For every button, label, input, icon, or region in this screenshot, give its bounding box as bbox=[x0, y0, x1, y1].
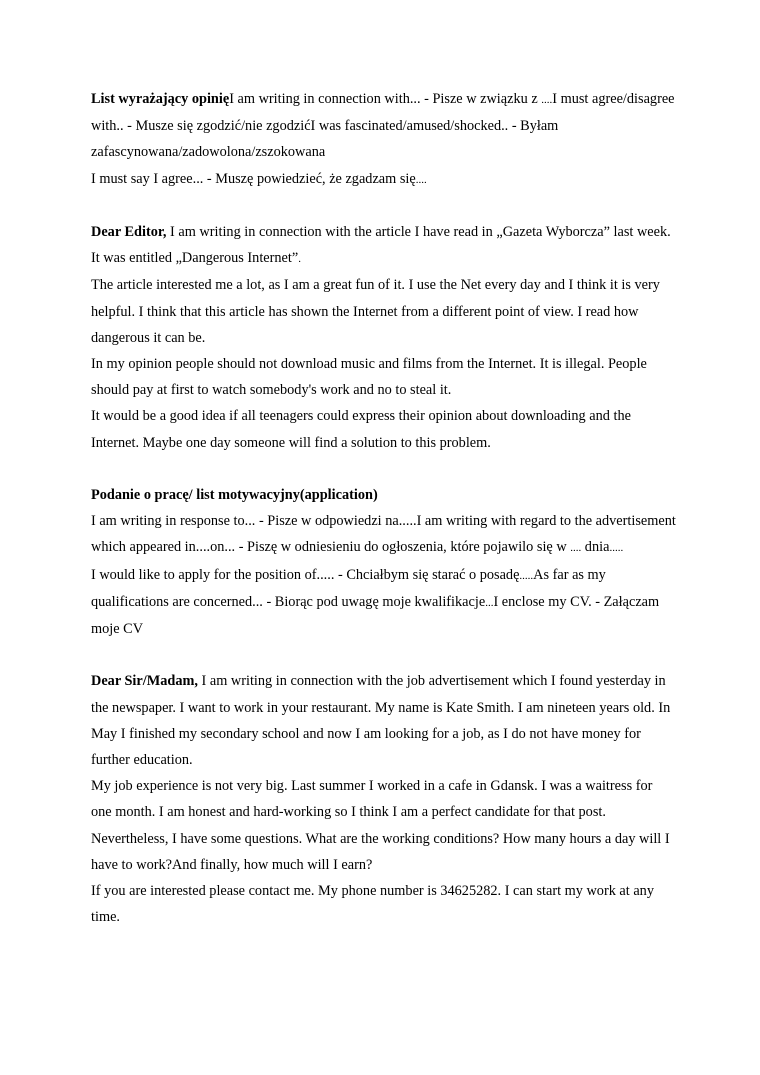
spacer bbox=[91, 642, 676, 668]
application-heading-line bbox=[91, 482, 676, 508]
opinion-phrases bbox=[91, 86, 676, 166]
opinion-letter-p1 bbox=[91, 219, 676, 272]
spacer bbox=[91, 193, 676, 219]
application-phrases-2-dots: ..... bbox=[519, 569, 534, 582]
opinion-phrase-agree bbox=[91, 166, 676, 193]
application-phrases-1-dots2: ..... bbox=[609, 542, 624, 555]
application-phrases-1-dots: .... bbox=[570, 542, 582, 555]
opinion-phrase-agree-dots: .... bbox=[415, 173, 427, 186]
opinion-phrase-agree-text: I must say I agree... - Muszę powiedzieć, że zgadzam się bbox=[91, 170, 416, 187]
application-letter-p1 bbox=[91, 668, 676, 773]
application-letter-p3: Nevertheless, I have some questions. What are the working conditions? How many hours a day will I have to work?And finally, how much will I earn? bbox=[91, 830, 670, 873]
opinion-letter-p1-dot: . bbox=[298, 253, 301, 266]
application-letter-p4: If you are interested please contact me. My phone number is 34625282. I can start my work at any time. bbox=[91, 883, 654, 926]
opinion-heading: List wyrażający opinię bbox=[91, 91, 230, 107]
application-heading: Podanie o pracę/ list motywacyjny(application) bbox=[91, 487, 378, 504]
application-phrases-1-text: I am writing in response to... - Pisze w odpowiedzi na.....I am writing with regard to the advertisement which appeared in....on... - Piszę w odniesieniu do ogłoszenia, które pojawilo się w bbox=[91, 513, 676, 556]
application-letter-p1-text: I am writing in connection with the job advertisement which I found yesterday in the newspaper. I want to work in your restaurant. My name is Kate Smith. I am nineteen years old. In May I finished my secondary school and now I am looking for a job, as I do not have money for further education. bbox=[91, 673, 671, 769]
application-phrases-2 bbox=[91, 562, 676, 643]
application-phrases-2-text: I would like to apply for the position of..... - Chciałbym się starać o posadę bbox=[91, 566, 520, 583]
opinion-letter-p1-text: I am writing in connection with the article I have read in „Gazeta Wyborcza” last week. It was entitled „Dangerous Internet” bbox=[91, 224, 671, 267]
application-letter-p2: My job experience is not very big. Last summer I worked in a cafe in Gdansk. I was a waitress for one month. I am honest and hard-working so I think I am a perfect candidate for that post. bbox=[91, 778, 653, 821]
application-phrases-2-qualifications: As far as my qualifications are concerned... - Biorąc pod uwagę moje kwalifikacje bbox=[91, 566, 606, 610]
opinion-letter-p4: It would be a good idea if all teenagers could express their opinion about downloading and the Internet. Maybe one day someone will find a solution to this problem. bbox=[91, 408, 631, 451]
spacer bbox=[91, 456, 676, 482]
application-letter-salutation: Dear Sir/Madam, bbox=[91, 673, 198, 690]
opinion-letter-p2: The article interested me a lot, as I am a great fun of it. I use the Net every day and I think it is very helpful. I think that this article has shown the Internet from a different point of view. I read how dangerous it can be. bbox=[91, 277, 660, 346]
opinion-intro-rest: I must agree/disagree with.. - Musze się zgodzić/nie zgodzićI was fascinated/amused/shocked.. - Byłam zafascynowana/zadowolona/zszokowana bbox=[91, 91, 675, 161]
application-phrases-1-day: dnia bbox=[581, 539, 610, 556]
application-phrases-1 bbox=[91, 508, 676, 561]
application-phrases-2-dots2: ... bbox=[485, 596, 494, 609]
document-page bbox=[91, 86, 676, 930]
opinion-intro-dots: .... bbox=[541, 94, 553, 106]
opinion-intro: I am writing in connection with... - Pisze w związku z bbox=[229, 91, 542, 107]
opinion-letter-salutation: Dear Editor, bbox=[91, 224, 167, 240]
opinion-letter-p3: In my opinion people should not download music and films from the Internet. It is illegal. People should pay at first to watch somebody's work and no to steal it. bbox=[91, 356, 647, 399]
application-phrases-2-cv: I enclose my CV. - Załączam moje CV bbox=[91, 593, 660, 638]
